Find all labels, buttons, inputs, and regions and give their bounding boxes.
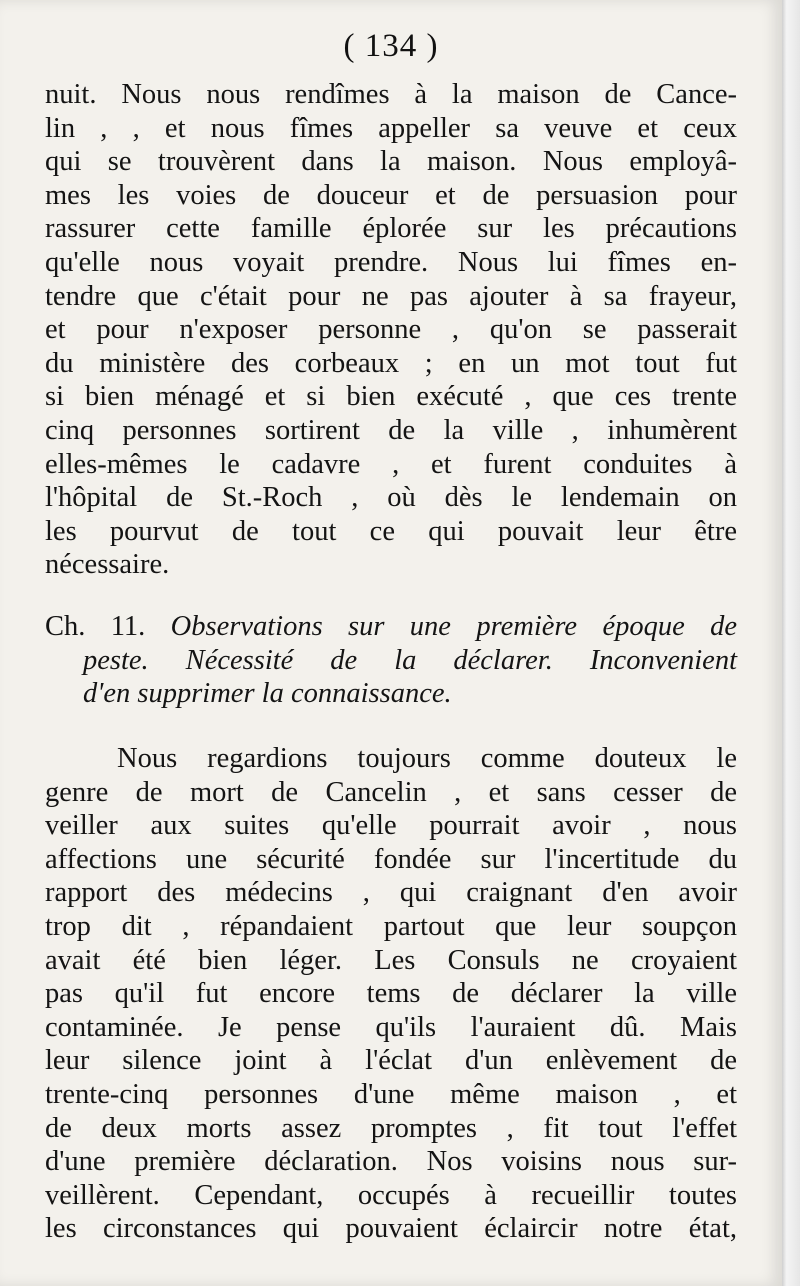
paragraph-1 [45, 78, 737, 582]
text-line: leur silence joint à l'éclat d'un enlèvement de [45, 1045, 737, 1077]
text-line: rassurer cette famille éplorée sur les précautions [45, 213, 737, 245]
text-line: si bien ménagé et si bien exécuté , que ces trente [45, 381, 737, 413]
text-line: trente-cinq personnes d'une même maison , et [45, 1078, 737, 1110]
text-line: tendre que c'était pour ne pas ajouter à sa frayeur, [45, 280, 737, 312]
text-line: du ministère des corbeaux ; en un mot tout fut [45, 347, 737, 379]
text-line: qu'elle nous voyait prendre. Nous lui fîmes en- [45, 246, 737, 278]
text-line: veiller aux suites qu'elle pourrait avoir , nous [45, 810, 737, 842]
text-line: veillèrent. Cependant, occupés à recueillir toutes [45, 1179, 737, 1211]
text-line: d'une première déclaration. Nos voisins nous sur- [45, 1146, 737, 1178]
heading-text: Observations sur une première époque de [170, 611, 737, 642]
text-line: l'hôpital de St.-Roch , où dès le lendemain on [45, 482, 737, 514]
text-line: les circonstances qui pouvaient éclaircir notre état, [45, 1213, 737, 1245]
paragraph-2 [45, 742, 737, 1246]
text-line: lin , , et nous fîmes appeller sa veuve et ceux [45, 112, 737, 144]
text-line: Nous regardions toujours comme douteux le [117, 743, 737, 774]
text-line: pas qu'il fut encore tems de déclarer la ville [45, 978, 737, 1010]
page-edge [782, 0, 800, 1286]
text-line: et pour n'exposer personne , qu'on se passerait [45, 314, 737, 346]
text-line: nuit. Nous nous rendîmes à la maison de Cance- [45, 79, 737, 110]
heading-line [45, 610, 737, 644]
text-line: mes les voies de douceur et de persuasion pour [45, 179, 737, 211]
text-line: de deux morts assez promptes , fit tout l'effet [45, 1112, 737, 1144]
text-line: les pourvut de tout ce qui pouvait leur être [45, 515, 737, 547]
text-line: rapport des médecins , qui craignant d'en avoir [45, 877, 737, 909]
text-line: elles-mêmes le cadavre , et furent conduites à [45, 448, 737, 480]
heading-line: peste. Nécessité de la déclarer. Inconvenient [83, 644, 737, 676]
text-line: genre de mort de Cancelin , et sans cesser de [45, 776, 737, 808]
chapter-label: Ch. 11. [45, 611, 146, 642]
chapter-heading [45, 610, 737, 711]
text-line: qui se trouvèrent dans la maison. Nous employâ- [45, 146, 737, 178]
text-line: nécessaire. [45, 549, 170, 581]
text-line: contaminée. Je pense qu'ils l'auraient dû. Mais [45, 1011, 737, 1043]
text-line: avait été bien léger. Les Consuls ne croyaient [45, 944, 737, 976]
text-line: cinq personnes sortirent de la ville , inhumèrent [45, 414, 737, 446]
text-line: affections une sécurité fondée sur l'incertitude du [45, 843, 737, 875]
heading-line: d'en supprimer la connaissance. [83, 678, 452, 710]
text-line: trop dit , répandaient partout que leur soupçon [45, 910, 737, 942]
page-number: ( 134 ) [343, 28, 439, 64]
